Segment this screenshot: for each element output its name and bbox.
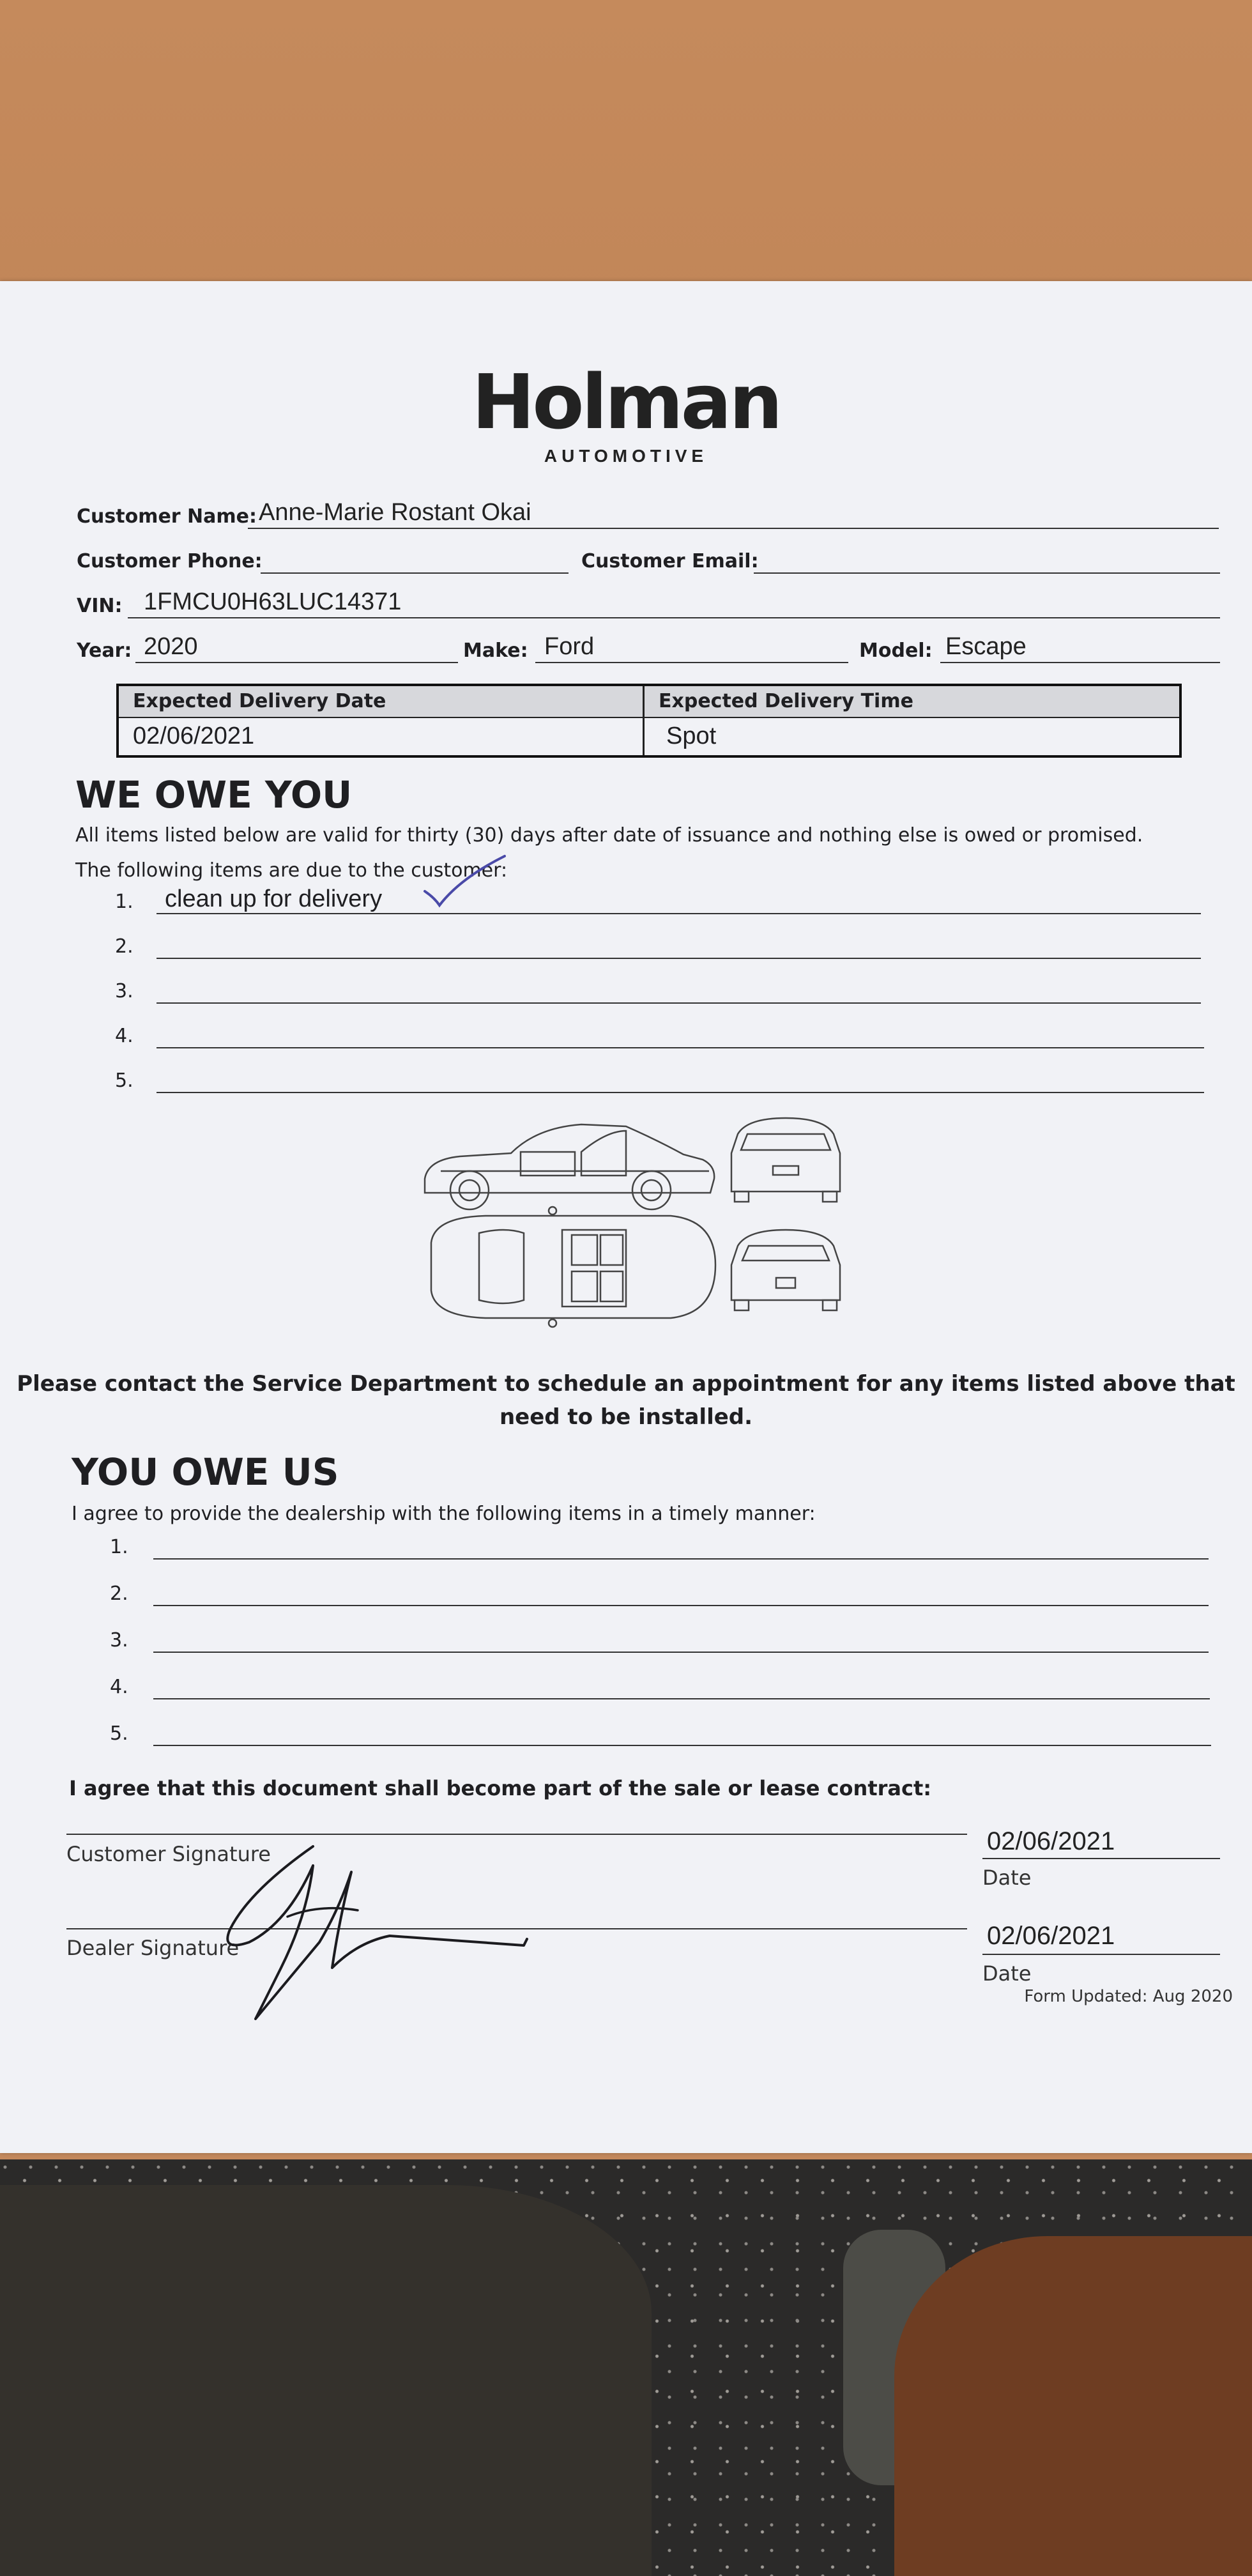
year-value: 2020 <box>144 633 198 660</box>
vin-value: 1FMCU0H63LUC14371 <box>144 588 402 615</box>
logo <box>0 358 1252 466</box>
item-line <box>156 1022 1204 1048</box>
logo-subtitle: AUTOMOTIVE <box>544 446 708 466</box>
item-number: 4. <box>115 1025 134 1047</box>
we-owe-title: WE OWE YOU <box>75 773 353 816</box>
vin-label: VIN: <box>77 595 123 617</box>
vin-row <box>77 581 1220 620</box>
vehicle-row <box>77 626 1220 664</box>
dealer-signature-label: Dealer Signature <box>66 1936 240 1960</box>
customer-date-line[interactable] <box>982 1858 1220 1859</box>
customer-date-value: 02/06/2021 <box>987 1827 1115 1855</box>
you-owe-item-5[interactable] <box>110 1717 1211 1749</box>
we-owe-item-1-text: clean up for delivery <box>165 885 383 912</box>
item-number: 3. <box>110 1629 128 1652</box>
dealer-date-label: Date <box>982 1961 1032 1986</box>
we-owe-item-3[interactable] <box>115 974 1201 1006</box>
item-line <box>153 1533 1209 1560</box>
logo-wordmark: Holman <box>471 358 781 446</box>
dealer-date-value: 02/06/2021 <box>987 1922 1115 1950</box>
delivery-table <box>116 684 1182 758</box>
item-line <box>153 1719 1211 1746</box>
form-updated-footer: Form Updated: Aug 2020 <box>1024 1987 1233 2006</box>
customer-name-label: Customer Name: <box>77 505 257 528</box>
item-line <box>156 977 1201 1004</box>
you-owe-item-1[interactable] <box>110 1530 1209 1562</box>
customer-email-field[interactable] <box>754 544 1220 574</box>
customer-signature-line[interactable] <box>66 1834 967 1835</box>
handwritten-signature <box>211 1840 543 2032</box>
item-number: 1. <box>115 891 134 913</box>
customer-name-value: Anne-Marie Rostant Okai <box>259 499 531 526</box>
item-number: 5. <box>110 1722 128 1745</box>
car-damage-diagram <box>415 1115 875 1345</box>
person-hand <box>894 2236 1252 2576</box>
service-notice-line-2: need to be installed. <box>499 1404 753 1430</box>
model-label: Model: <box>859 640 933 662</box>
you-owe-item-4[interactable] <box>110 1670 1210 1702</box>
item-line <box>156 1066 1204 1093</box>
dealer-date-line[interactable] <box>982 1954 1220 1955</box>
item-number: 2. <box>110 1583 128 1605</box>
delivery-time-value: Spot <box>666 723 717 749</box>
we-owe-intro: The following items are due to the customer: <box>75 859 508 882</box>
customer-phone-field[interactable] <box>261 544 569 574</box>
we-owe-item-2[interactable] <box>115 930 1201 962</box>
we-owe-item-5[interactable] <box>115 1064 1204 1096</box>
you-owe-item-3[interactable] <box>110 1623 1209 1655</box>
item-number: 4. <box>110 1676 128 1698</box>
make-value: Ford <box>544 633 595 660</box>
customer-date-label: Date <box>982 1866 1032 1890</box>
item-line <box>153 1579 1209 1606</box>
person-leg <box>0 2185 652 2576</box>
item-line <box>153 1626 1209 1653</box>
item-number: 3. <box>115 980 134 1002</box>
you-owe-intro: I agree to provide the dealership with the following items in a timely manner: <box>72 1503 816 1525</box>
year-label: Year: <box>77 640 132 662</box>
delivery-time-label: Expected Delivery Time <box>645 686 1179 718</box>
we-owe-item-1[interactable] <box>115 885 1201 917</box>
item-number: 5. <box>115 1070 134 1092</box>
customer-signature-label: Customer Signature <box>66 1842 271 1866</box>
we-owe-item-4[interactable] <box>115 1019 1204 1051</box>
service-notice-line-1: Please contact the Service Department to schedule an appointment for any items listed above that <box>17 1371 1235 1397</box>
model-value: Escape <box>945 633 1027 660</box>
customer-email-label: Customer Email: <box>581 550 759 572</box>
delivery-date-cell[interactable] <box>119 686 645 755</box>
customer-name-row <box>77 492 1220 530</box>
delivery-time-cell[interactable] <box>645 686 1179 755</box>
item-line <box>156 932 1201 959</box>
service-notice <box>0 1367 1252 1434</box>
we-owe-validity: All items listed below are valid for thirty (30) days after date of issuance and nothing else is owed or promised. <box>75 824 1143 847</box>
customer-phone-label: Customer Phone: <box>77 550 263 572</box>
you-owe-title: YOU OWE US <box>72 1450 339 1494</box>
agreement-statement: I agree that this document shall become part of the sale or lease contract: <box>69 1776 932 1800</box>
checkmark-icon <box>422 853 511 910</box>
delivery-date-label: Expected Delivery Date <box>119 686 643 718</box>
customer-contact-row <box>77 537 1220 575</box>
delivery-date-value: 02/06/2021 <box>133 723 255 749</box>
item-number: 1. <box>110 1536 128 1558</box>
item-line <box>153 1673 1210 1699</box>
we-owe-form <box>0 281 1252 2153</box>
item-number: 2. <box>115 935 134 958</box>
make-label: Make: <box>463 640 528 662</box>
you-owe-item-2[interactable] <box>110 1577 1209 1609</box>
